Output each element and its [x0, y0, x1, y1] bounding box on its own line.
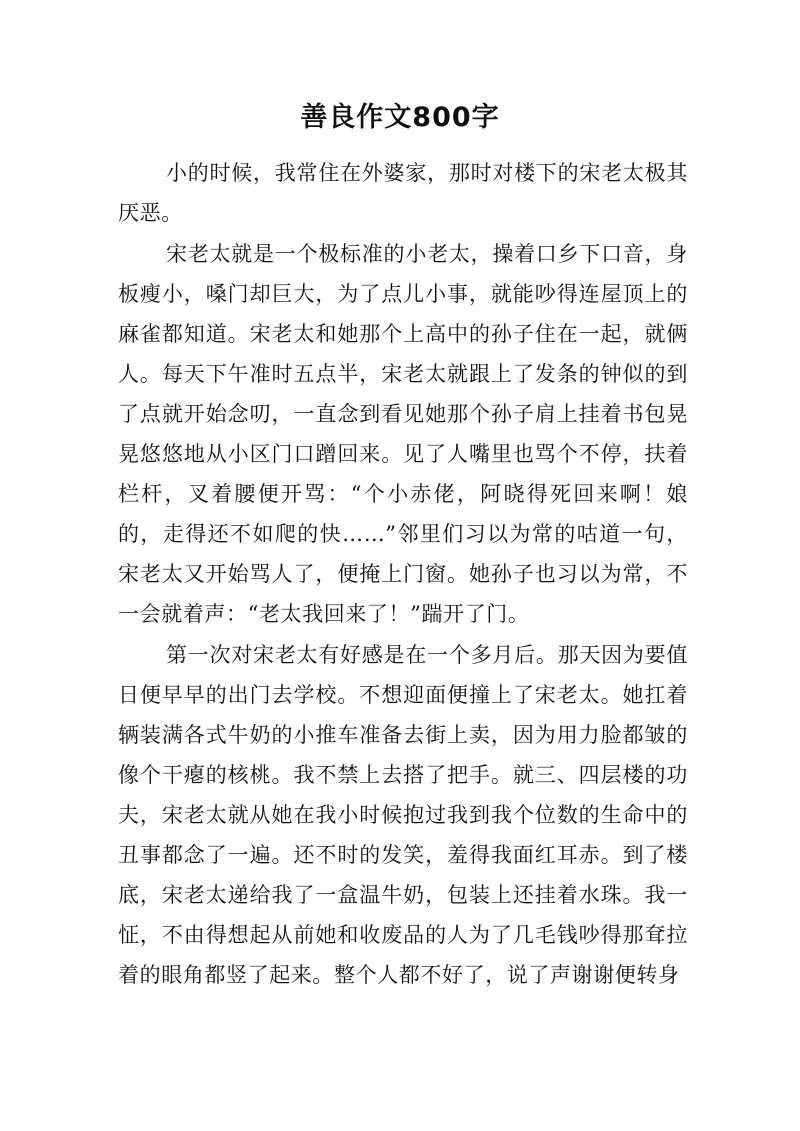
document-body [118, 153, 688, 995]
paragraph-2: 宋老太就是一个极标准的小老太，操着口乡下口音，身板瘦小，嗓门却巨大，为了点儿小事，就能吵得连屋顶上的麻雀都知道。宋老太和她那个上高中的孙子住在一起，就俩人。每天下午准时五点半，宋老太就跟上了发条的钟似的到了点就开始念叨，一直念到看见她那个孙子肩上挂着书包晃晃悠悠地从小区门口蹭回来。见了人嘴里也骂个不停，扶着栏杆，叉着腰便开骂：“个小赤佬，阿晓得死回来啊！娘的，走得还不如爬的快……”邻里们习以为常的咕道一句，宋老太又开始骂人了，便掩上门窗。她孙子也习以为常，不一会就着声：“老太我回来了！”踹开了门。 [118, 242, 688, 626]
paragraph-3: 第一次对宋老太有好感是在一个多月后。那天因为要值日便早早的出门去学校。不想迎面便撞上了宋老太。她扛着辆装满各式牛奶的小推车准备去街上卖，因为用力脸都皱的像个干瘪的核桃。我不禁上去搭了把手。就三、四层楼的功夫，宋老太就从她在我小时候抱过我到我个位数的生命中的丑事都念了一遍。还不时的发笑，羞得我面红耳赤。到了楼底，宋老太递给我了一盒温牛奶，包装上还挂着水珠。我一怔，不由得想起从前她和收废品的人为了几毛钱吵得那耷拉着的眼角都竖了起来。整个人都不好了，说了声谢谢便转身 [118, 643, 688, 987]
paragraph-1: 小的时候，我常住在外婆家，那时对楼下的宋老太极其厌恶。 [118, 161, 688, 225]
document-title: 善良作文800字 [300, 102, 500, 133]
